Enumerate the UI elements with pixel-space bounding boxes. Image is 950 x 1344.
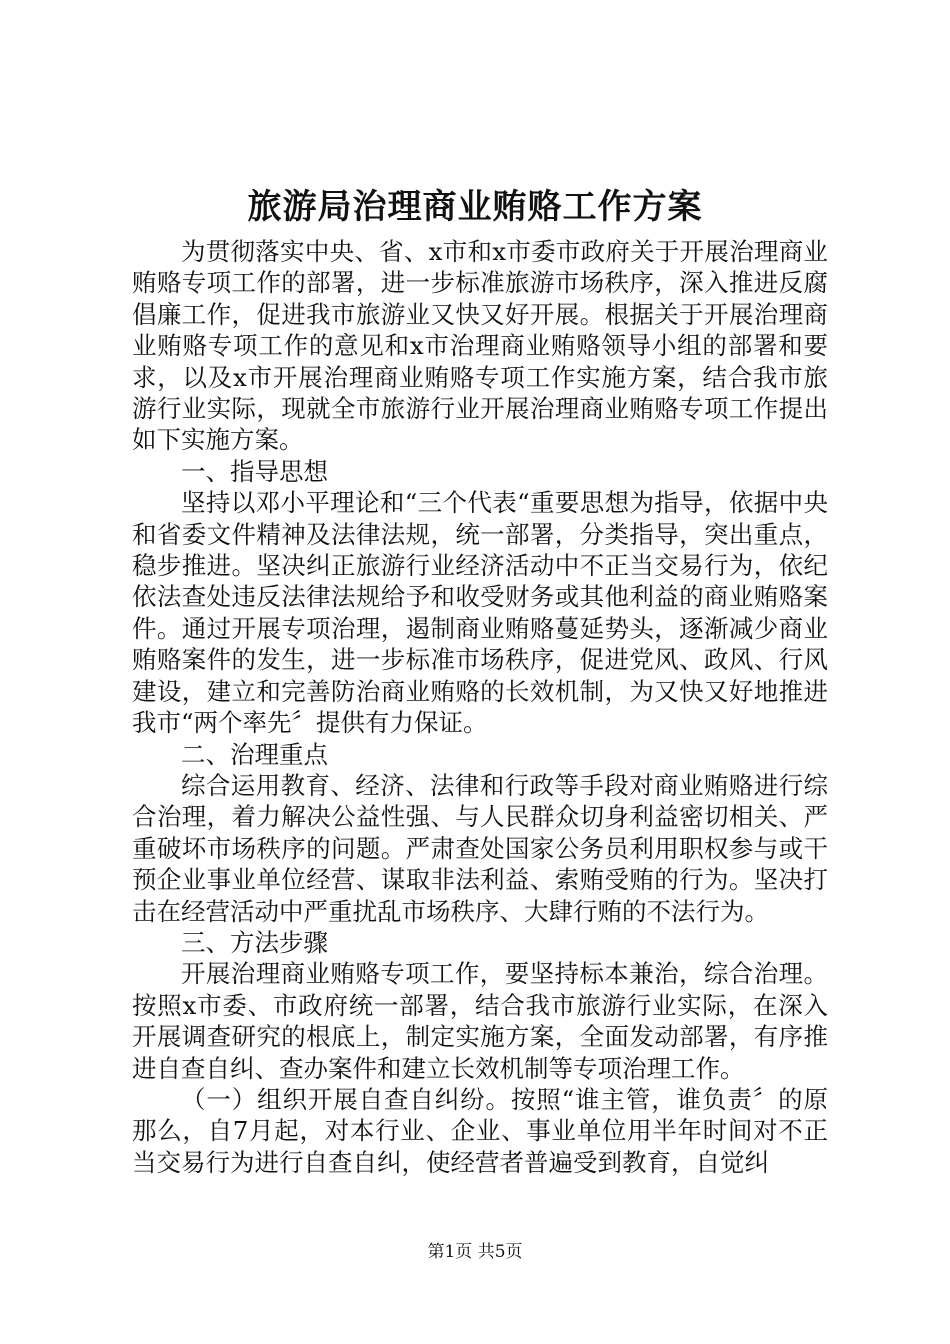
subsection-paragraph-self-inspection: （一）组织开展自查自纠纷。按照“谁主管，谁负责〞的原那么，自7月起，对本行业、企业、事业单位用半年时间对不正当交易行为进行自查自纠，使经营者普遍受到教育，自觉纠 [132,1084,828,1177]
page-number-footer: 第1页 共5页 [427,1242,523,1262]
document-body [132,236,828,1178]
section-heading-guiding-ideology: 一、指导思想 [181,456,328,486]
document-title: 旅游局治理商业贿赂工作方案 [247,187,703,227]
section-paragraph-key-focus: 综合运用教育、经济、法律和行政等手段对商业贿赂进行综合治理，着力解决公益性强、与人民群众切身利益密切相关、严重破坏市场秩序的问题。严肃查处国家公务员利用职权参与或干预企业事业单位经营、谋取非法利益、索贿受贿的行为。坚决打击在经营活动中严重扰乱市场秩序、大肆行贿的不法行为。 [132,770,828,926]
section-paragraph-methods-steps: 开展治理商业贿赂专项工作，要坚持标本兼治，综合治理。按照x市委、市政府统一部署，结合我市旅游行业实际，在深入开展调查研究的根底上，制定实施方案，全面发动部署，有序推进自查自纠、查办案件和建立长效机制等专项治理工作。 [132,959,828,1083]
section-heading-key-focus: 二、治理重点 [181,739,328,769]
intro-paragraph: 为贯彻落实中央、省、x市和x市委市政府关于开展治理商业贿赂专项工作的部署，进一步标准旅游市场秩序，深入推进反腐倡廉工作，促进我市旅游业又快又好开展。根据关于开展治理商业贿赂专项工作的意见和x市治理商业贿赂领导小组的部署和要求，以及x市开展治理商业贿赂专项工作实施方案，结合我市旅游行业实际，现就全市旅游行业开展治理商业贿赂专项工作提出如下实施方案。 [132,237,828,455]
section-paragraph-guiding-ideology: 坚持以邓小平理论和“三个代表“重要思想为指导，依据中央和省委文件精神及法律法规，统一部署，分类指导，突出重点，稳步推进。坚决纠正旅游行业经济活动中不正当交易行为，依纪依法查处违反法律法规给予和收受财务或其他利益的商业贿赂案件。通过开展专项治理，遏制商业贿赂蔓延势头，逐渐减少商业贿赂案件的发生，进一步标准市场秩序，促进党风、政风、行风建设，建立和完善防治商业贿赂的长效机制，为又快又好地推进我市“两个率先〞提供有力保证。 [132,488,828,738]
section-heading-methods-steps: 三、方法步骤 [181,927,328,957]
